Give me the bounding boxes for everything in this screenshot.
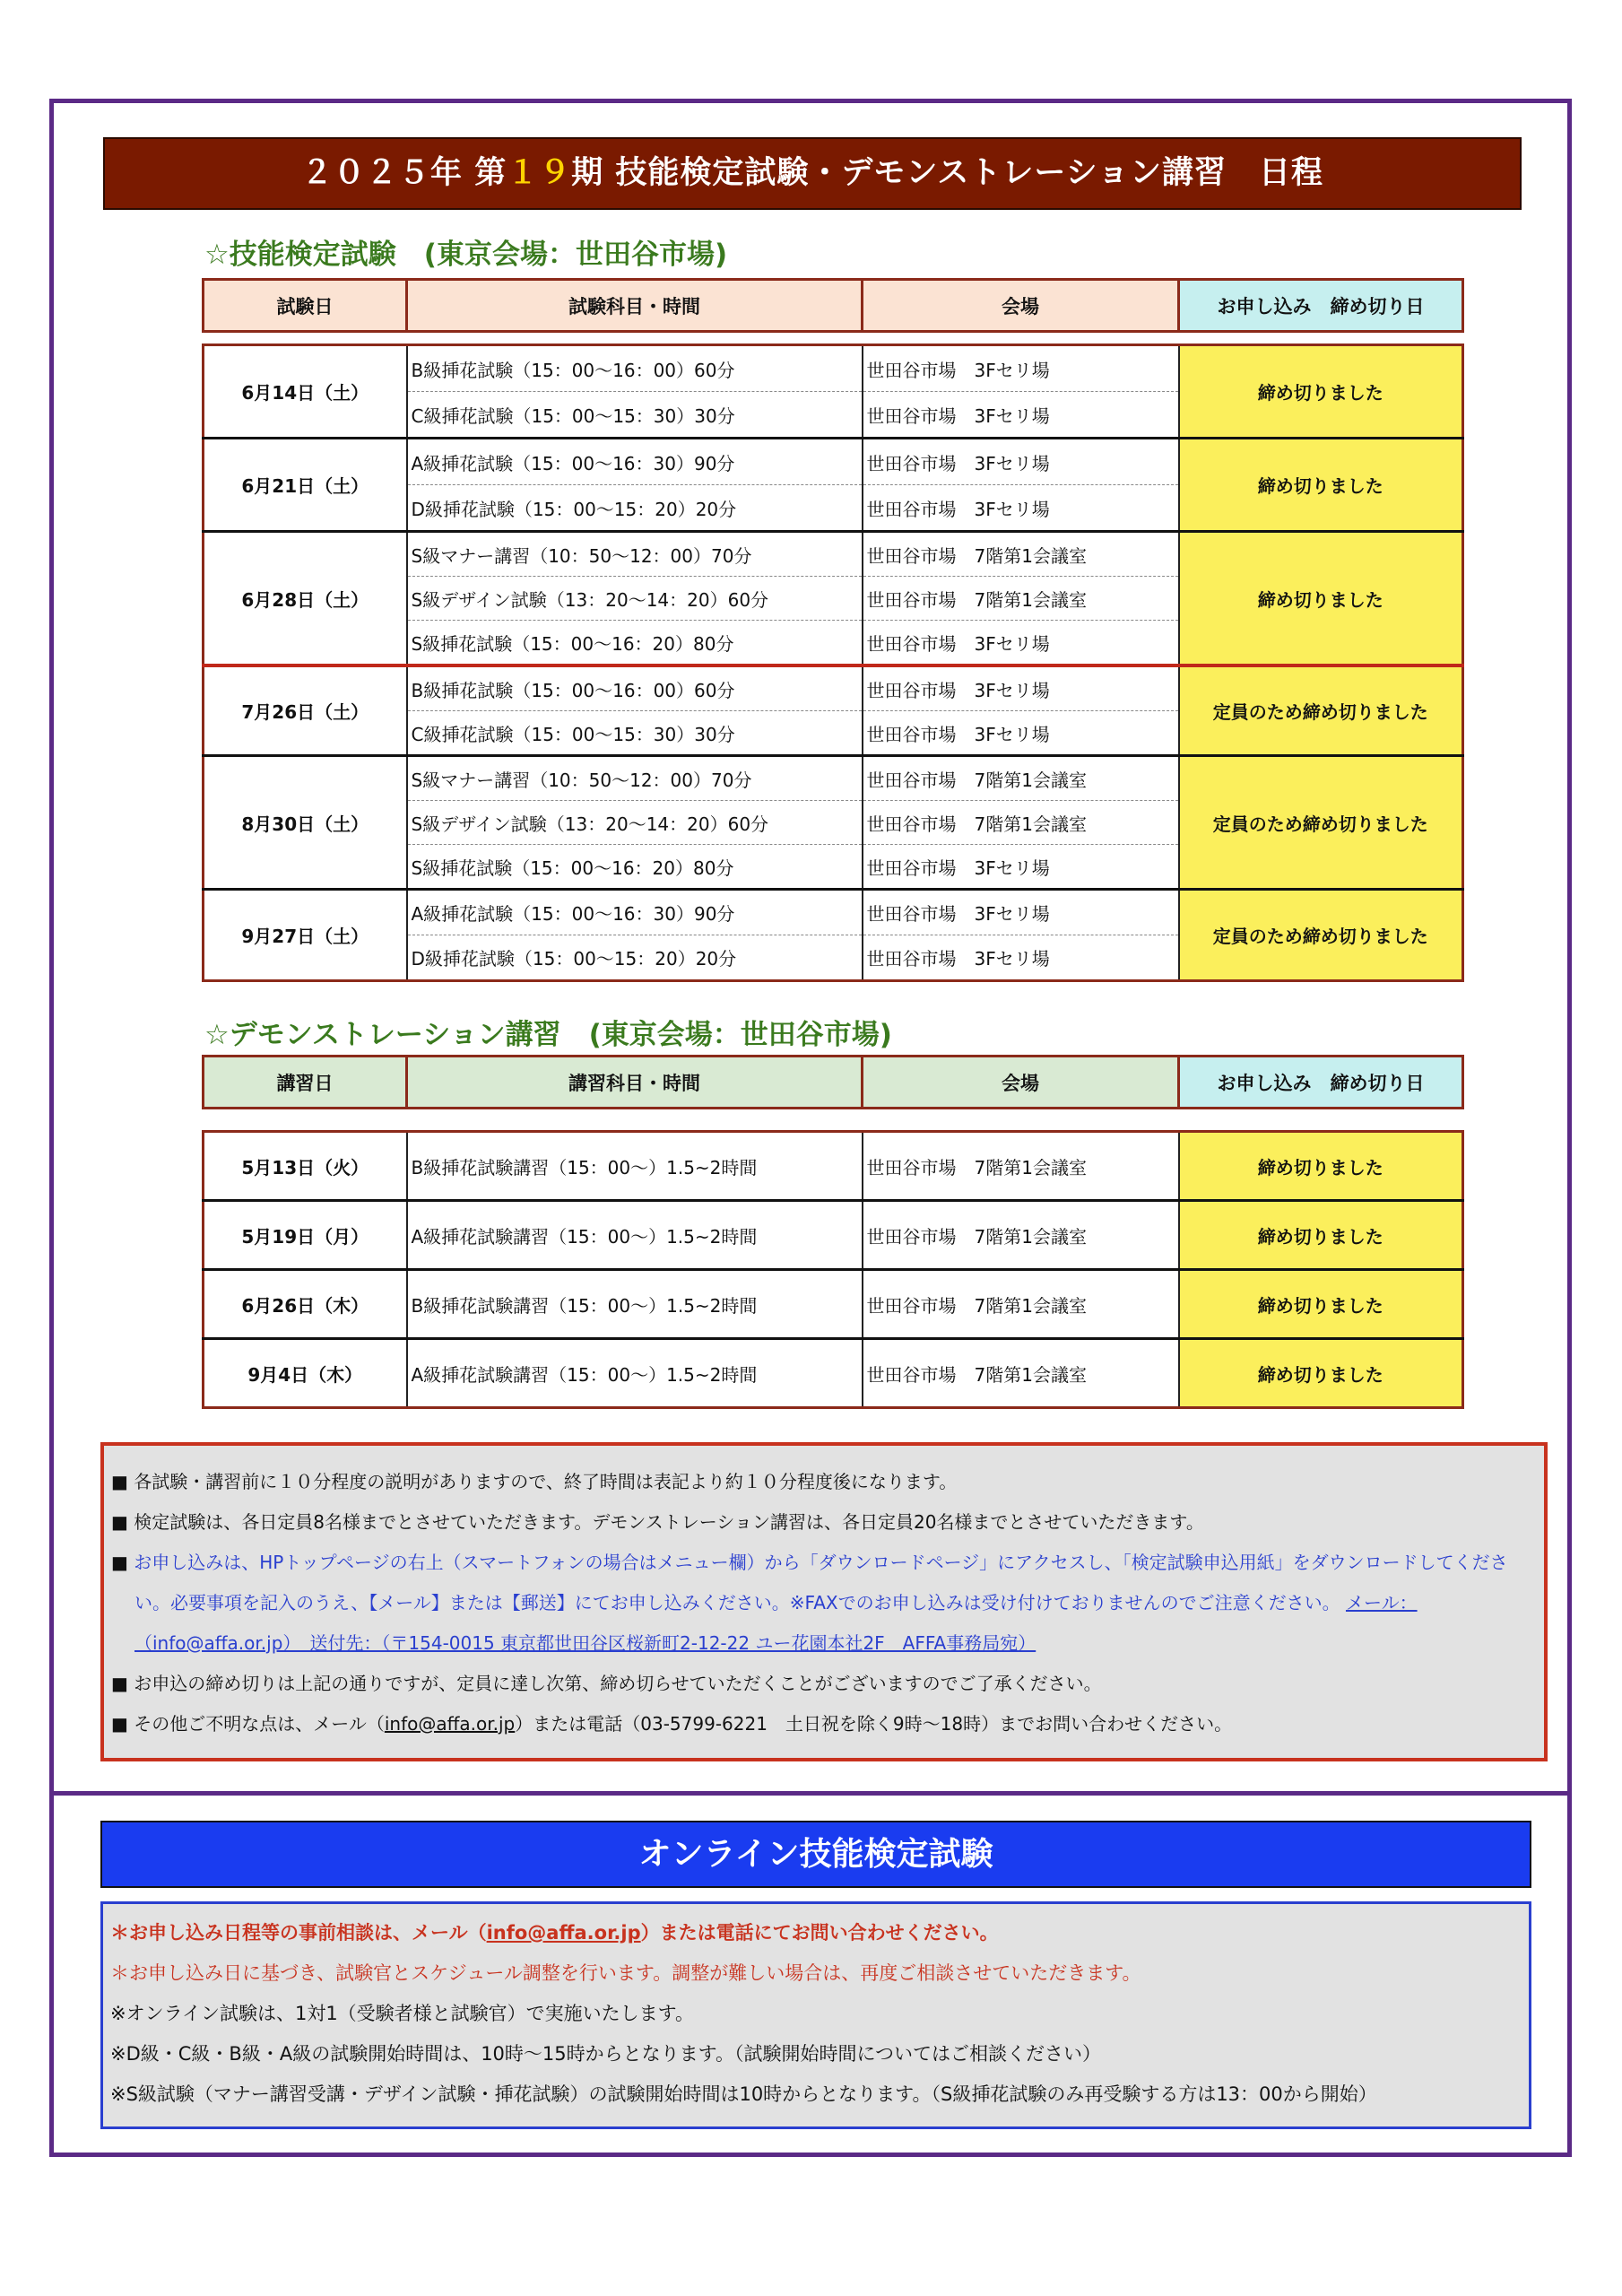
online-email-link[interactable]: info@affa.or.jp bbox=[486, 1922, 641, 1944]
online-line-schedule: ＊お申し込み日に基づき、試験官とスケジュール調整を行います。調整が難しい場合は、再度ご相談させていただきます。 bbox=[110, 1962, 1141, 1984]
demo-date: 9月4日（木） bbox=[204, 1339, 407, 1408]
exam-table bbox=[202, 344, 1464, 982]
exam-date: 8月30日（土） bbox=[204, 756, 407, 890]
exam-subject: S級マナー講習（10：50〜12：00）70分 bbox=[407, 532, 863, 577]
exam-venue: 世田谷市場 7階第1会議室 bbox=[863, 577, 1179, 621]
title-prefix: ２０２５年 第 bbox=[301, 155, 507, 191]
notes-box bbox=[100, 1442, 1548, 1761]
exam-venue: 世田谷市場 7階第1会議室 bbox=[863, 801, 1179, 845]
exam-venue: 世田谷市場 3Fセリ場 bbox=[863, 345, 1179, 392]
online-consult-post: ）または電話にてお問い合わせください。 bbox=[640, 1922, 999, 1944]
exam-venue: 世田谷市場 3Fセリ場 bbox=[863, 665, 1179, 711]
exam-subject: B級挿花試験（15：00〜16：00）60分 bbox=[407, 345, 863, 392]
note-inquiry-pre: ■ その他ご不明な点は、メール（ bbox=[111, 1713, 385, 1735]
demo-status: 締め切りました bbox=[1179, 1270, 1463, 1339]
note-application-text: お申し込みは、HPトップページの右上（スマートフォンの場合はメニュー欄）から「ダウンロードページ」にアクセスし、「検定試験申込用紙」をダウンロードしてください。必要事項を記入のうえ、【メール】または【郵送】にてお申し込みください。※FAXでのお申し込みは受け付けておりませんのでご注意ください。 bbox=[134, 1552, 1508, 1613]
demo-header-deadline: お申し込み 締め切り日 bbox=[1179, 1057, 1463, 1109]
demo-date: 6月26日（木） bbox=[204, 1270, 407, 1339]
note-deadline: ■ お申込の締め切りは上記の通りですが、定員に達し次第、締め切らせていただくことがございますのでご了承ください。 bbox=[111, 1673, 1102, 1694]
note-bullet: ■ bbox=[111, 1552, 134, 1573]
note-inquiry-post: ）または電話（03-5799-6221 土日祝を除く9時〜18時）までお問い合わせください。 bbox=[515, 1713, 1233, 1735]
exam-subject: S級マナー講習（10：50〜12：00）70分 bbox=[407, 756, 863, 801]
page-title bbox=[103, 137, 1522, 210]
title-period-number: １９ bbox=[507, 155, 572, 191]
demo-table bbox=[202, 1130, 1464, 1409]
note-capacity: ■ 検定試験は、各日定員8名様までとさせていただきます。デモンストレーション講習は、各日定員20名様までとさせていただきます。 bbox=[111, 1511, 1204, 1533]
exam-status: 定員のため締め切りました bbox=[1179, 890, 1463, 981]
demo-venue: 世田谷市場 7階第1会議室 bbox=[863, 1201, 1179, 1270]
demo-venue: 世田谷市場 7階第1会議室 bbox=[863, 1132, 1179, 1201]
online-line-start-time: ※D級・C級・B級・A級の試験開始時間は、10時〜15時からとなります。（試験開始時間についてはご相談ください） bbox=[110, 2043, 1102, 2065]
demo-subject: B級挿花試験講習（15：00〜）1.5~2時間 bbox=[407, 1132, 863, 1201]
demo-header-subject: 講習科目・時間 bbox=[407, 1057, 863, 1109]
online-line-format: ※オンライン試験は、1対1（受験者様と試験官）で実施いたします。 bbox=[110, 2003, 695, 2024]
exam-subject: D級挿花試験（15：00〜15：20）20分 bbox=[407, 935, 863, 981]
exam-venue: 世田谷市場 3Fセリ場 bbox=[863, 935, 1179, 981]
exam-subject: D級挿花試験（15：00〜15：20）20分 bbox=[407, 485, 863, 532]
exam-venue: 世田谷市場 3Fセリ場 bbox=[863, 890, 1179, 935]
demo-header-venue: 会場 bbox=[863, 1057, 1179, 1109]
exam-subject: S級挿花試験（15：00〜16：20）80分 bbox=[407, 845, 863, 890]
exam-subject: B級挿花試験（15：00〜16：00）60分 bbox=[407, 665, 863, 711]
demo-header-date: 講習日 bbox=[204, 1057, 407, 1109]
demo-date: 5月19日（月） bbox=[204, 1201, 407, 1270]
exam-subject: A級挿花試験（15：00〜16：30）90分 bbox=[407, 890, 863, 935]
exam-venue: 世田谷市場 3Fセリ場 bbox=[863, 485, 1179, 532]
exam-status: 締め切りました bbox=[1179, 439, 1463, 532]
demo-status: 締め切りました bbox=[1179, 1132, 1463, 1201]
exam-venue: 世田谷市場 3Fセリ場 bbox=[863, 392, 1179, 439]
note-contact-link[interactable]: メール：（info@affa.or.jp） 送付先：（〒154-0015 東京都世田谷区桜新町2-12-22 ユー花園本社2F AFFA事務局宛） bbox=[134, 1592, 1418, 1654]
note-email-link[interactable]: info@affa.or.jp bbox=[384, 1713, 516, 1735]
exam-subject: S級デザイン試験（13：20〜14：20）60分 bbox=[407, 577, 863, 621]
exam-subject: A級挿花試験（15：00〜16：30）90分 bbox=[407, 439, 863, 485]
exam-header-deadline: お申し込み 締め切り日 bbox=[1179, 280, 1463, 332]
frame-divider bbox=[49, 1791, 1572, 1796]
demo-venue: 世田谷市場 7階第1会議室 bbox=[863, 1339, 1179, 1408]
exam-venue: 世田谷市場 3Fセリ場 bbox=[863, 439, 1179, 485]
exam-status: 締め切りました bbox=[1179, 345, 1463, 439]
exam-header-subject: 試験科目・時間 bbox=[407, 280, 863, 332]
exam-status: 定員のため締め切りました bbox=[1179, 756, 1463, 890]
exam-venue: 世田谷市場 3Fセリ場 bbox=[863, 621, 1179, 666]
demo-table-header bbox=[202, 1055, 1464, 1109]
online-section-title: オンライン技能検定試験 bbox=[100, 1821, 1531, 1888]
online-consult-pre: ＊お申し込み日程等の事前相談は、メール（ bbox=[110, 1922, 487, 1944]
exam-date: 6月21日（土） bbox=[204, 439, 407, 532]
exam-header-date: 試験日 bbox=[204, 280, 407, 332]
demo-subject: B級挿花試験講習（15：00〜）1.5~2時間 bbox=[407, 1270, 863, 1339]
exam-venue: 世田谷市場 3Fセリ場 bbox=[863, 845, 1179, 890]
note-inquiry bbox=[111, 1704, 1537, 1744]
demo-section-heading: ☆デモンストレーション講習 (東京会場：世田谷市場) bbox=[204, 1019, 892, 1051]
demo-subject: A級挿花試験講習（15：00〜）1.5~2時間 bbox=[407, 1201, 863, 1270]
exam-venue: 世田谷市場 7階第1会議室 bbox=[863, 532, 1179, 577]
title-suffix: 期 技能検定試験・デモンストレーション講習 日程 bbox=[571, 155, 1323, 191]
exam-date: 6月14日（土） bbox=[204, 345, 407, 439]
exam-subject: C級挿花試験（15：00〜15：30）30分 bbox=[407, 711, 863, 756]
demo-status: 締め切りました bbox=[1179, 1339, 1463, 1408]
demo-date: 5月13日（火） bbox=[204, 1132, 407, 1201]
demo-venue: 世田谷市場 7階第1会議室 bbox=[863, 1270, 1179, 1339]
note-application bbox=[111, 1543, 1537, 1664]
online-line-consult bbox=[110, 1913, 1522, 1953]
exam-section-heading: ☆技能検定試験 (東京会場：世田谷市場) bbox=[204, 239, 728, 271]
demo-status: 締め切りました bbox=[1179, 1201, 1463, 1270]
exam-status: 締め切りました bbox=[1179, 532, 1463, 666]
demo-subject: A級挿花試験講習（15：00〜）1.5~2時間 bbox=[407, 1339, 863, 1408]
online-notes-box bbox=[100, 1901, 1531, 2129]
exam-subject: S級挿花試験（15：00〜16：20）80分 bbox=[407, 621, 863, 666]
exam-table-header bbox=[202, 278, 1464, 333]
exam-date: 6月28日（土） bbox=[204, 532, 407, 666]
exam-status: 定員のため締め切りました bbox=[1179, 665, 1463, 756]
exam-subject: C級挿花試験（15：00〜15：30）30分 bbox=[407, 392, 863, 439]
exam-header-venue: 会場 bbox=[863, 280, 1179, 332]
exam-date: 9月27日（土） bbox=[204, 890, 407, 981]
exam-venue: 世田谷市場 3Fセリ場 bbox=[863, 711, 1179, 756]
exam-venue: 世田谷市場 7階第1会議室 bbox=[863, 756, 1179, 801]
note-explanation: ■ 各試験・講習前に１０分程度の説明がありますので、終了時間は表記より約１０分程度後になります。 bbox=[111, 1471, 958, 1492]
exam-subject: S級デザイン試験（13：20〜14：20）60分 bbox=[407, 801, 863, 845]
exam-date: 7月26日（土） bbox=[204, 665, 407, 756]
online-line-s-class: ※S級試験（マナー講習受講・デザイン試験・挿花試験）の試験開始時間は10時からとなります。（S級挿花試験のみ再受験する方は13：00から開始） bbox=[110, 2083, 1377, 2105]
